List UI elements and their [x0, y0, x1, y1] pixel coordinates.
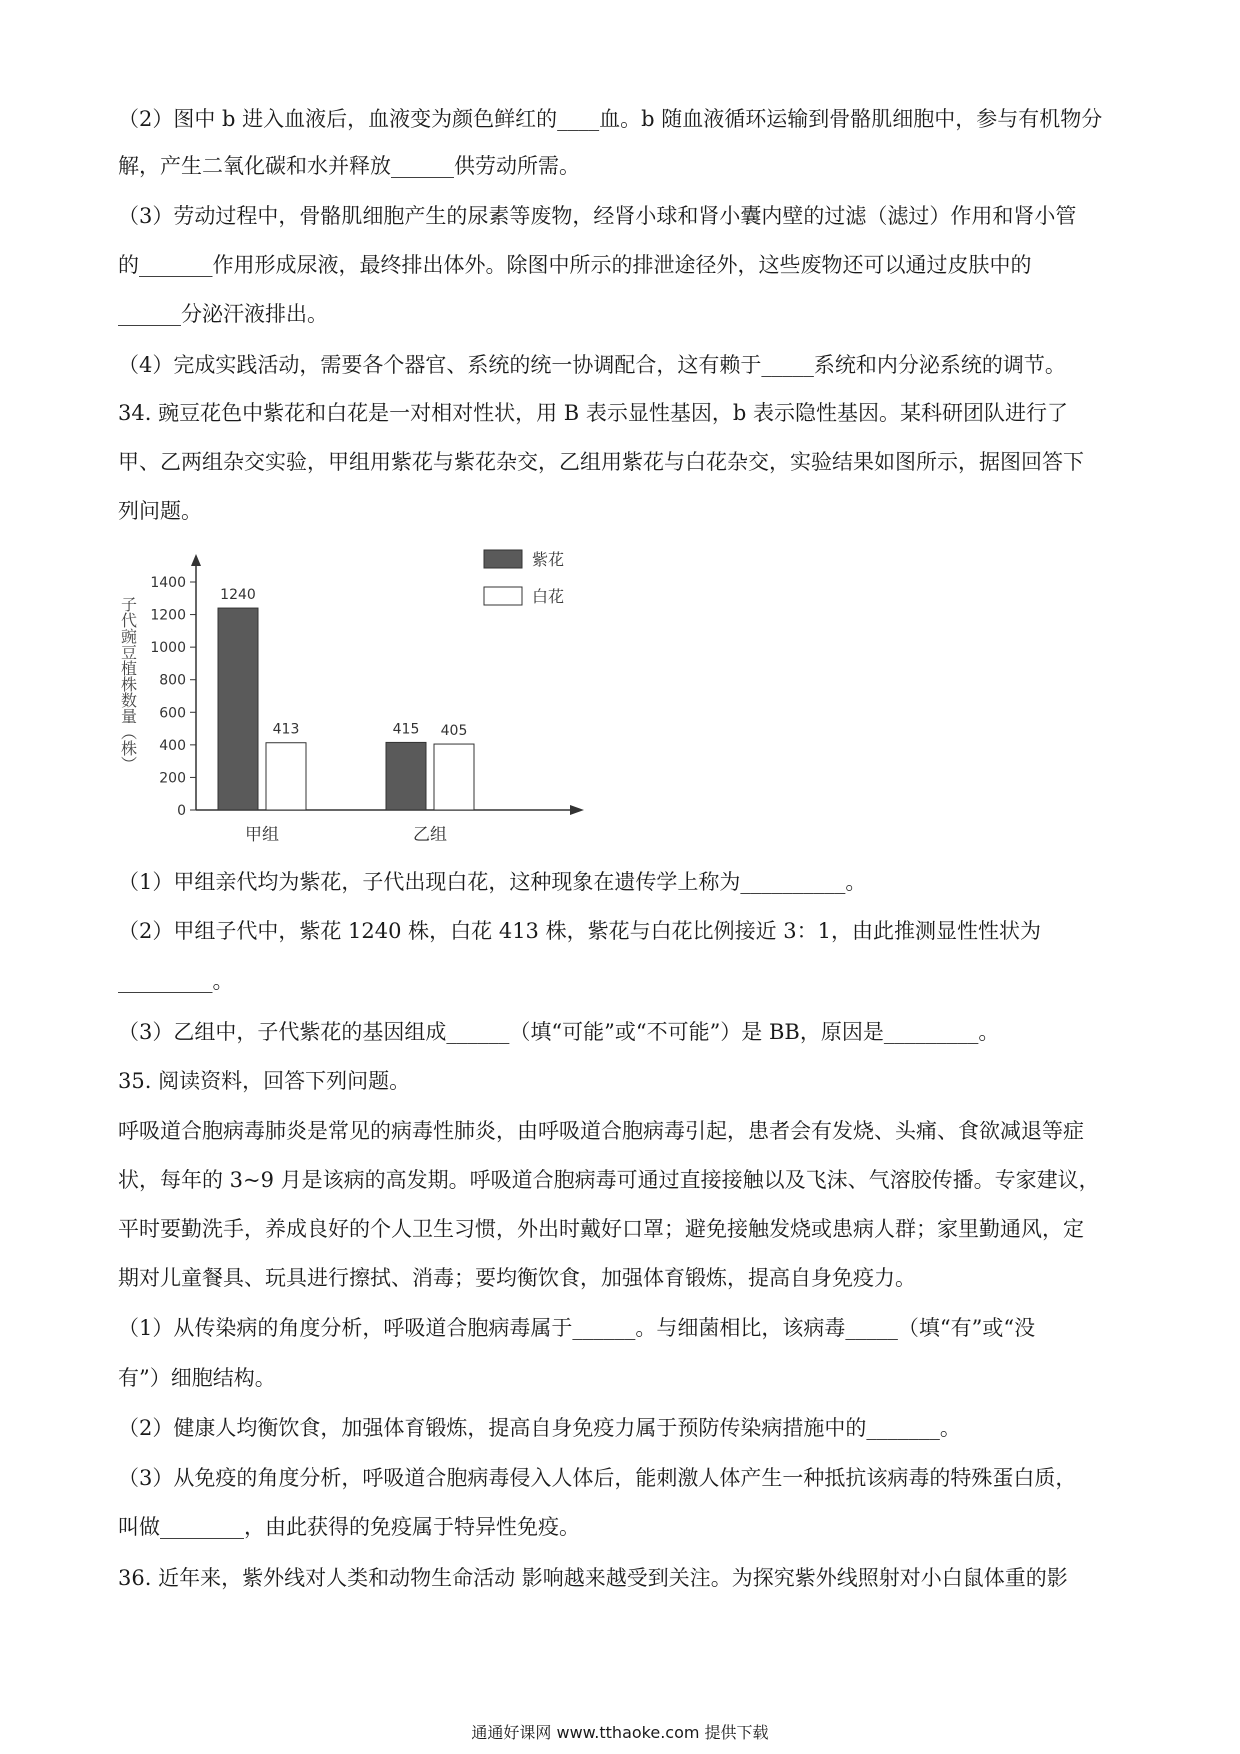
bar-chart: [118, 538, 638, 858]
y-tick-label: 200: [159, 770, 186, 787]
text-line: （3）劳动过程中，骨骼肌细胞产生的尿素等废物，经肾小球和肾小囊内壁的过滤（滤过）作用和肾小管: [118, 204, 1077, 228]
y-tick-label: 1400: [150, 575, 186, 591]
text-line: 甲、乙两组杂交实验，甲组用紫花与紫花杂交，乙组用紫花与白花杂交，实验结果如图所示，据图回答下: [118, 450, 1084, 474]
text-line: _________。: [118, 969, 234, 993]
y-tick-label: 400: [159, 737, 186, 754]
text-line: （3）从免疫的角度分析，呼吸道合胞病毒侵入人体后，能刺激人体产生一种抵抗该病毒的特殊蛋白质，: [118, 1466, 1077, 1490]
bar: [386, 742, 426, 810]
x-axis-arrow: [570, 805, 584, 815]
question-34-line: 34. 豌豆花色中紫花和白花是一对相对性状，用 B 表示显性基因，b 表示隐性基因。某科研团队进行了: [118, 401, 1068, 425]
text-line: 状，每年的 3~9 月是该病的高发期。呼吸道合胞病毒可通过直接接触以及飞沫、气溶胶传播。专家建议，: [118, 1168, 1100, 1192]
y-axis-arrow: [191, 554, 201, 566]
text-line: ______分泌汗液排出。: [118, 302, 328, 326]
legend-swatch: [484, 587, 522, 605]
bar: [434, 744, 474, 810]
y-ticks: [150, 575, 196, 819]
page-footer: 通通好课网 www.tthaoke.com 提供下载: [471, 1723, 769, 1742]
text-line: （1）甲组亲代均为紫花，子代出现白花，这种现象在遗传学上称为__________。: [118, 870, 867, 894]
x-category-label: 甲组: [245, 825, 279, 845]
data-label: 413: [272, 721, 300, 738]
legend-label: 紫花: [532, 550, 565, 569]
text-line: 平时要勤洗手，养成良好的个人卫生习惯，外出时戴好口罩；避免接触发烧或患病人群；家里勤通风，定: [118, 1217, 1084, 1241]
x-category-label: 乙组: [413, 825, 447, 845]
legend-swatch: [484, 550, 522, 568]
bar: [218, 608, 258, 810]
text-line: 有”）细胞结构。: [118, 1366, 276, 1390]
text-line: （1）从传染病的角度分析，呼吸道合胞病毒属于______。与细菌相比，该病毒_____（填“有”或“没: [118, 1316, 1036, 1340]
text-line: （2）图中 b 进入血液后，血液变为颜色鲜红的____血。b 随血液循环运输到骨骼肌细胞中，参与有机物分: [118, 107, 1103, 131]
text-line: 期对儿童餐具、玩具进行擦拭、消毒；要均衡饮食，加强体育锻炼，提高自身免疫力。: [118, 1266, 916, 1290]
data-label: 1240: [220, 587, 256, 604]
text-line: （3）乙组中，子代紫花的基因组成______（填“可能”或“不可能”）是 BB，原因是_________。: [118, 1020, 1000, 1044]
text-line: （2）甲组子代中，紫花 1240 株，白花 413 株，紫花与白花比例接近 3：1，由此推测显性性状为: [118, 919, 1041, 943]
y-tick-label: 600: [159, 705, 186, 722]
bars: [218, 608, 474, 810]
y-tick-label: 1000: [150, 640, 186, 657]
bar: [266, 743, 306, 810]
y-tick-label: 1200: [150, 607, 186, 624]
text-line: 解，产生二氧化碳和水并释放______供劳动所需。: [118, 154, 580, 178]
question-36-line: 36. 近年来，紫外线对人类和动物生命活动 影响越来越受到关注。为探究紫外线照射对小白鼠体重的影: [118, 1566, 1068, 1590]
y-axis-label: 子代豌豆植株数量（株）: [118, 596, 138, 772]
x-categories: [245, 825, 447, 845]
text-line: 的_______作用形成尿液，最终排出体外。除图中所示的排泄途径外，这些废物还可以通过皮肤中的: [118, 253, 1032, 277]
question-35-line: 35. 阅读资料，回答下列问题。: [118, 1069, 411, 1093]
chart-legend: [484, 550, 564, 606]
text-line: （2）健康人均衡饮食，加强体育锻炼，提高自身免疫力属于预防传染病措施中的_______。: [118, 1416, 961, 1440]
data-label: 415: [392, 721, 420, 738]
data-label: 405: [440, 723, 468, 740]
y-tick-label: 0: [177, 803, 186, 819]
y-tick-label: 800: [159, 672, 186, 689]
text-line: 叫做________，由此获得的免疫属于特异性免疫。: [118, 1515, 580, 1539]
legend-label: 白花: [532, 587, 565, 606]
text-line: （4）完成实践活动，需要各个器官、系统的统一协调配合，这有赖于_____系统和内分泌系统的调节。: [118, 353, 1066, 377]
text-line: 呼吸道合胞病毒肺炎是常见的病毒性肺炎，由呼吸道合胞病毒引起，患者会有发烧、头痛、食欲减退等症: [118, 1119, 1084, 1143]
text-line: 列问题。: [118, 499, 202, 523]
